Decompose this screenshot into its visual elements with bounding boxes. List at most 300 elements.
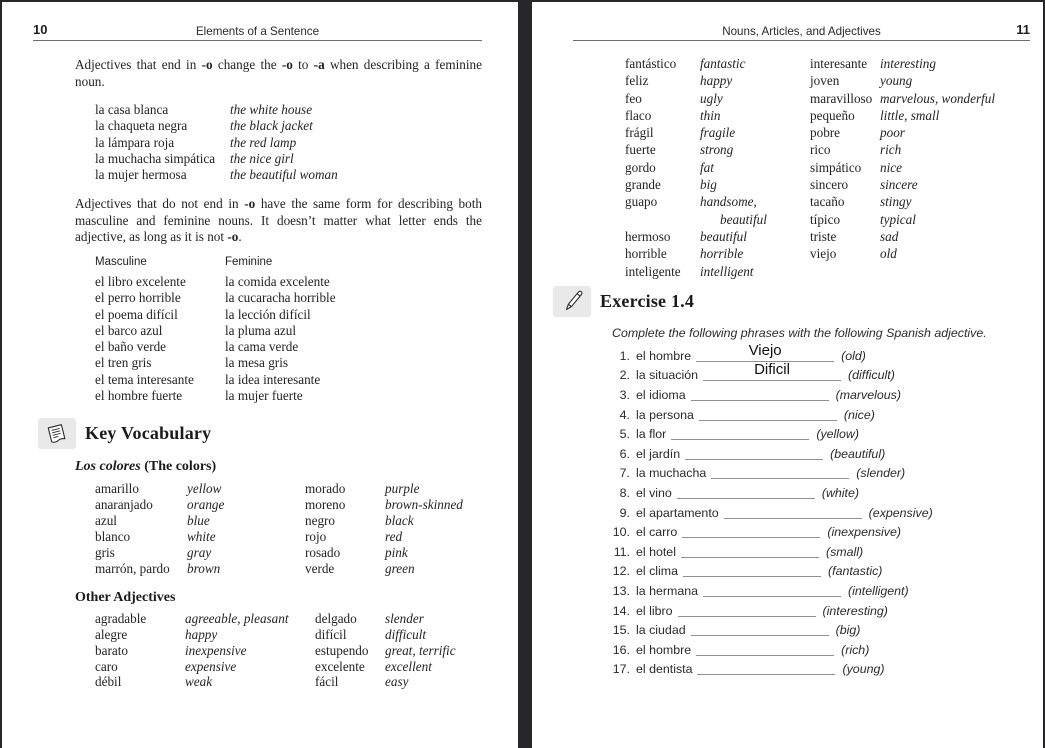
item-hint: (yellow) <box>816 427 859 442</box>
vocab-row <box>810 193 995 210</box>
answer-blank[interactable] <box>697 662 835 675</box>
key-vocabulary-heading <box>38 418 518 449</box>
exercise-item <box>600 388 1043 408</box>
vocab-row <box>305 513 463 529</box>
typed-answer: Viejo <box>748 341 782 359</box>
answer-blank[interactable] <box>703 584 841 597</box>
item-hint: (interesting) <box>822 603 888 618</box>
english-word: inexpensive <box>185 642 247 658</box>
gender-row <box>95 274 518 290</box>
english-word: handsome, <box>700 194 757 210</box>
item-phrase: el dentista <box>636 662 693 677</box>
english-word: difficult <box>385 626 427 642</box>
colors-vocab-grid <box>95 481 518 576</box>
page-left <box>2 2 518 748</box>
vocab-row <box>95 513 305 529</box>
english-word: excellent <box>385 658 432 674</box>
english-word: rich <box>880 142 902 158</box>
item-hint: (slender) <box>856 466 906 481</box>
feminine-phrase: la cucaracha horrible <box>225 290 336 306</box>
spanish-phrase: la lámpara roja <box>95 134 175 150</box>
english-word: old <box>880 246 897 262</box>
spanish-word: pobre <box>810 125 841 141</box>
spanish-word: maravilloso <box>810 90 873 106</box>
gender-table-header <box>95 255 518 270</box>
spanish-word: gris <box>95 544 115 560</box>
bold-ending: -o <box>227 229 239 245</box>
feminine-phrase: la lección difícil <box>225 306 311 322</box>
paragraph-text: Adjectives that do not end in <box>75 196 245 212</box>
answer-blank[interactable] <box>678 604 816 617</box>
exercise-heading <box>553 286 1043 317</box>
vocab-row <box>810 55 995 72</box>
item-number: 10. <box>612 525 630 540</box>
english-word: nice <box>880 159 902 175</box>
example-row <box>95 118 518 134</box>
vocab-row <box>625 107 810 124</box>
vocab-row <box>315 659 456 675</box>
english-word: typical <box>880 211 916 227</box>
example-row <box>95 102 518 118</box>
feminine-header: Feminine <box>225 255 273 268</box>
item-number: 17. <box>612 662 630 677</box>
vocab-row <box>810 124 995 141</box>
answer-blank[interactable] <box>691 388 829 401</box>
vocab-row <box>625 55 810 72</box>
item-phrase: el vino <box>636 486 672 501</box>
english-translation: the nice girl <box>230 150 294 166</box>
spanish-word: difícil <box>315 626 347 642</box>
vocab-row <box>625 228 810 245</box>
spanish-word: rico <box>810 142 831 158</box>
paragraph-text: Adjectives that end in <box>75 57 202 72</box>
spanish-word: excelente <box>315 658 365 674</box>
spanish-word: moreno <box>305 497 346 513</box>
item-phrase: el libro <box>636 603 673 618</box>
answer-blank[interactable] <box>685 447 823 460</box>
spanish-word: marrón, pardo <box>95 560 170 576</box>
other-column-right <box>315 611 456 691</box>
spanish-word: pequeño <box>810 107 855 123</box>
english-word: big <box>700 177 717 193</box>
pencil-icon <box>553 286 591 317</box>
spanish-word: fuerte <box>625 142 656 158</box>
exercise-item <box>600 427 1043 447</box>
intro-paragraph <box>75 57 482 90</box>
spanish-word: viejo <box>810 246 837 262</box>
exercise-item <box>600 447 1043 467</box>
vocab-row <box>625 141 810 158</box>
spanish-word: interesante <box>810 56 868 71</box>
vocab-row <box>95 497 305 513</box>
item-phrase: la persona <box>636 407 694 422</box>
english-word: expensive <box>185 658 237 674</box>
answer-blank[interactable] <box>696 643 834 656</box>
item-phrase: la hermana <box>636 583 698 598</box>
spanish-word: tacaño <box>810 194 845 210</box>
spanish-word: anaranjado <box>95 497 153 513</box>
english-word: fat <box>700 159 714 175</box>
item-number: 8. <box>619 486 630 501</box>
item-phrase: el hombre <box>636 348 692 363</box>
masculine-phrase: el libro excelente <box>95 273 186 289</box>
spanish-word: horrible <box>625 246 667 262</box>
vocab-row <box>625 193 810 210</box>
answer-blank[interactable] <box>703 361 841 381</box>
vocab-row <box>95 659 315 675</box>
item-number: 6. <box>619 446 630 461</box>
masculine-phrase: el tren gris <box>95 355 152 371</box>
paragraph-text: when describing a feminine noun. <box>75 57 482 89</box>
english-word: thin <box>700 107 721 123</box>
vocab-row <box>95 643 315 659</box>
page-right <box>532 2 1043 748</box>
colors-subheading-spanish: Los colores <box>75 459 141 475</box>
masculine-phrase: el poema difícil <box>95 306 178 322</box>
vocab-row <box>625 90 810 107</box>
spanish-phrase: la mujer hermosa <box>95 167 187 183</box>
feminine-phrase: la mesa gris <box>225 355 288 371</box>
exercise-item <box>600 506 1043 526</box>
english-word: interesting <box>880 56 936 71</box>
item-phrase: la ciudad <box>636 623 686 638</box>
vocab-row <box>305 529 463 545</box>
spanish-word: blanco <box>95 529 131 545</box>
page-number: 10 <box>33 22 48 37</box>
english-word: happy <box>185 626 218 642</box>
gender-row <box>95 323 518 339</box>
vocab-row <box>625 124 810 141</box>
spanish-word: grande <box>625 177 661 193</box>
colors-column-left <box>95 481 305 576</box>
english-word: brown-skinned <box>385 497 463 513</box>
spanish-word: barato <box>95 642 128 658</box>
typed-answer: Dificil <box>754 361 790 379</box>
vocab-row <box>810 90 995 107</box>
masculine-phrase: el baño verde <box>95 339 167 355</box>
example-row <box>95 151 518 167</box>
item-number: 3. <box>619 388 630 403</box>
exercise-title: Exercise 1.4 <box>600 290 695 311</box>
vocab-row <box>810 176 995 193</box>
feminine-phrase: la pluma azul <box>225 322 297 338</box>
english-word: blue <box>187 513 210 529</box>
spanish-word: débil <box>95 674 122 690</box>
second-paragraph <box>75 196 482 246</box>
item-phrase: el jardín <box>636 446 681 461</box>
spanish-word: frágil <box>625 125 654 141</box>
item-phrase: el hombre <box>636 642 692 657</box>
english-word: stingy <box>880 194 912 210</box>
spanish-word: fácil <box>315 674 339 690</box>
spanish-word: caro <box>95 658 118 674</box>
vocab-row <box>625 211 810 228</box>
spanish-word: agradable <box>95 610 147 626</box>
spanish-word: amarillo <box>95 481 139 497</box>
item-number: 14. <box>612 603 630 618</box>
english-word: young <box>880 73 913 89</box>
english-word: strong <box>700 142 734 158</box>
english-word: green <box>385 560 415 576</box>
vocab-row <box>625 72 810 89</box>
gender-row <box>95 290 518 306</box>
spanish-word: sincero <box>810 177 849 193</box>
notepad-icon <box>38 418 76 449</box>
item-hint: (rich) <box>841 642 870 657</box>
item-hint: (young) <box>842 662 885 677</box>
english-word: yellow <box>187 481 222 497</box>
vocab-row <box>315 674 456 690</box>
exercise-item <box>600 604 1043 624</box>
colors-subheading-english: (The colors) <box>140 459 217 475</box>
english-word: brown <box>187 560 221 576</box>
masculine-phrase: el perro horrible <box>95 290 181 306</box>
paragraph-text: to <box>292 57 314 72</box>
english-word: white <box>187 529 216 545</box>
item-hint: (big) <box>835 623 861 638</box>
item-hint: (white) <box>821 486 860 501</box>
spanish-word: verde <box>305 560 335 576</box>
item-number: 9. <box>619 505 630 520</box>
exercise-item-list <box>600 341 1043 682</box>
spanish-word: guapo <box>625 194 658 210</box>
english-word: little, small <box>880 107 940 123</box>
item-phrase: la flor <box>636 427 667 442</box>
item-number: 13. <box>612 583 630 598</box>
spanish-word: alegre <box>95 626 128 642</box>
spanish-phrase: la chaqueta negra <box>95 118 188 134</box>
english-word: sad <box>880 228 899 244</box>
gender-row <box>95 355 518 371</box>
spanish-word: negro <box>305 513 336 529</box>
spanish-phrase: la casa blanca <box>95 102 169 117</box>
item-phrase: la muchacha <box>636 466 707 481</box>
english-word: slender <box>385 610 424 626</box>
english-word: purple <box>385 481 420 497</box>
exercise-item <box>600 466 1043 486</box>
vocab-row <box>95 674 315 690</box>
item-hint: (small) <box>825 544 864 559</box>
vocab-row <box>810 228 995 245</box>
masculine-header: Masculine <box>95 255 147 268</box>
gender-row <box>95 388 518 404</box>
bold-ending: -a <box>313 57 325 72</box>
answer-blank[interactable] <box>699 408 837 421</box>
vocab-row <box>810 159 995 176</box>
answer-blank[interactable] <box>681 545 819 558</box>
english-word: gray <box>187 544 212 560</box>
colors-subheading <box>75 459 518 475</box>
spanish-word: hermoso <box>625 228 671 244</box>
item-number: 11. <box>613 544 630 559</box>
exercise-item <box>600 408 1043 428</box>
item-number: 15. <box>612 623 630 638</box>
english-word: beautiful <box>700 228 747 244</box>
adjective-column-left <box>625 55 810 280</box>
gender-table <box>95 255 518 404</box>
item-hint: (marvelous) <box>835 388 902 403</box>
other-adjectives-grid <box>95 611 518 691</box>
item-phrase: el idioma <box>636 388 686 403</box>
item-number: 4. <box>619 407 630 422</box>
vocab-row <box>315 627 456 643</box>
spanish-word: triste <box>810 228 837 244</box>
item-phrase: el apartamento <box>636 505 719 520</box>
english-word: pink <box>385 544 408 560</box>
answer-blank[interactable] <box>724 506 862 519</box>
example-list <box>95 102 518 183</box>
feminine-phrase: la comida excelente <box>225 273 330 289</box>
spanish-phrase: la muchacha simpática <box>95 150 216 166</box>
vocab-row <box>625 245 810 262</box>
exercise-item <box>600 643 1043 663</box>
adjective-column-right <box>810 55 995 263</box>
item-hint: (intelligent) <box>848 583 909 598</box>
gender-rows <box>95 274 518 404</box>
page-header-right <box>573 19 1030 41</box>
page-header-left <box>33 19 482 41</box>
vocab-row <box>305 481 463 497</box>
answer-blank[interactable] <box>696 341 834 362</box>
masculine-phrase: el tema interesante <box>95 371 194 387</box>
spanish-word: feliz <box>625 73 649 89</box>
exercise-item <box>600 361 1043 388</box>
vocab-row <box>95 561 305 577</box>
page-gutter <box>518 0 532 748</box>
item-phrase: la situación <box>636 368 698 383</box>
english-word: poor <box>880 125 905 141</box>
spanish-word: morado <box>305 481 346 497</box>
spanish-word: joven <box>810 73 840 89</box>
english-word: great, terrific <box>385 642 456 658</box>
vocab-row <box>810 72 995 89</box>
item-number: 12. <box>612 564 630 579</box>
vocab-row <box>95 611 315 627</box>
exercise-instruction: Complete the following phrases with the following Spanish adjective. <box>612 325 987 340</box>
gender-row <box>95 307 518 323</box>
answer-blank[interactable] <box>671 427 809 440</box>
feminine-phrase: la mujer fuerte <box>225 388 303 404</box>
exercise-item <box>600 545 1043 565</box>
colors-column-right <box>305 481 463 576</box>
item-hint: (nice) <box>843 407 875 422</box>
english-translation: the beautiful woman <box>230 167 338 183</box>
running-head: Nouns, Articles, and Adjectives <box>722 25 881 38</box>
feminine-phrase: la idea interesante <box>225 371 321 387</box>
english-word: fragile <box>700 125 736 141</box>
item-hint: (beautiful) <box>830 446 886 461</box>
english-translation: the white house <box>230 102 313 117</box>
item-phrase: el carro <box>636 525 678 540</box>
masculine-phrase: el barco azul <box>95 322 163 338</box>
vocab-row <box>810 141 995 158</box>
answer-blank[interactable] <box>683 564 821 577</box>
vocab-row <box>95 545 305 561</box>
item-number: 1. <box>619 348 630 363</box>
english-word: sincere <box>880 177 918 193</box>
item-number: 2. <box>619 368 630 383</box>
item-hint: (old) <box>841 348 866 363</box>
paragraph-text: have the same form for describing both masculine and feminine nouns. It doesn’t matter what letter ends the adjective, as long as it is not <box>75 196 482 245</box>
example-row <box>95 167 518 183</box>
page-number: 11 <box>1016 22 1030 37</box>
running-head: Elements of a Sentence <box>195 25 320 38</box>
english-word: horrible <box>700 246 744 262</box>
exercise-item <box>600 525 1043 545</box>
english-word: orange <box>187 497 225 513</box>
vocab-row <box>810 245 995 262</box>
section-title: Key Vocabulary <box>85 423 212 444</box>
spanish-word: estupendo <box>315 642 369 658</box>
exercise-item <box>600 623 1043 643</box>
exercise-item <box>600 662 1043 682</box>
bold-ending: -o <box>201 57 213 72</box>
other-column-left <box>95 611 315 691</box>
spanish-word: inteligente <box>625 263 681 279</box>
masculine-phrase: el hombre fuerte <box>95 388 183 404</box>
vocab-row <box>810 107 995 124</box>
spanish-word: típico <box>810 211 841 227</box>
vocab-row <box>95 529 305 545</box>
item-hint: (inexpensive) <box>827 525 902 540</box>
answer-blank[interactable] <box>682 525 820 538</box>
spanish-word: rosado <box>305 544 341 560</box>
item-hint: (fantastic) <box>828 564 883 579</box>
paragraph-text: . <box>238 229 242 245</box>
vocab-row <box>305 497 463 513</box>
english-word: agreeable, pleasant <box>185 610 289 626</box>
english-word: ugly <box>700 90 723 106</box>
answer-blank[interactable] <box>691 623 829 636</box>
spanish-word: fantástico <box>625 56 677 71</box>
vocab-row <box>810 211 995 228</box>
item-number: 5. <box>619 427 630 442</box>
english-word: easy <box>385 674 409 690</box>
english-word: fantastic <box>700 56 746 71</box>
english-word: marvelous, wonderful <box>880 90 996 106</box>
bold-ending: -o <box>244 196 256 212</box>
item-hint: (difficult) <box>848 368 895 383</box>
spanish-word: rojo <box>305 529 327 545</box>
exercise-item <box>600 486 1043 506</box>
english-word: weak <box>185 674 213 690</box>
vocab-row <box>315 611 456 627</box>
bold-ending: -o <box>281 57 293 72</box>
vocab-row <box>305 561 463 577</box>
spanish-word: simpático <box>810 159 862 175</box>
english-word: beautiful <box>720 211 767 227</box>
vocab-row <box>625 176 810 193</box>
vocab-row <box>95 481 305 497</box>
vocab-row <box>95 627 315 643</box>
paragraph-text: change the <box>212 57 282 72</box>
gender-row <box>95 372 518 388</box>
exercise-item <box>600 564 1043 584</box>
spanish-word: flaco <box>625 107 652 123</box>
spanish-word: feo <box>625 90 642 106</box>
item-phrase: el clima <box>636 564 678 579</box>
answer-blank[interactable] <box>677 486 815 499</box>
answer-blank[interactable] <box>711 466 849 479</box>
example-row <box>95 135 518 151</box>
spanish-word: delgado <box>315 610 357 626</box>
english-word: happy <box>700 73 733 89</box>
vocab-row <box>625 263 810 280</box>
vocab-row <box>315 643 456 659</box>
english-word: red <box>385 529 403 545</box>
item-phrase: el hotel <box>636 544 676 559</box>
english-translation: the red lamp <box>230 134 297 150</box>
